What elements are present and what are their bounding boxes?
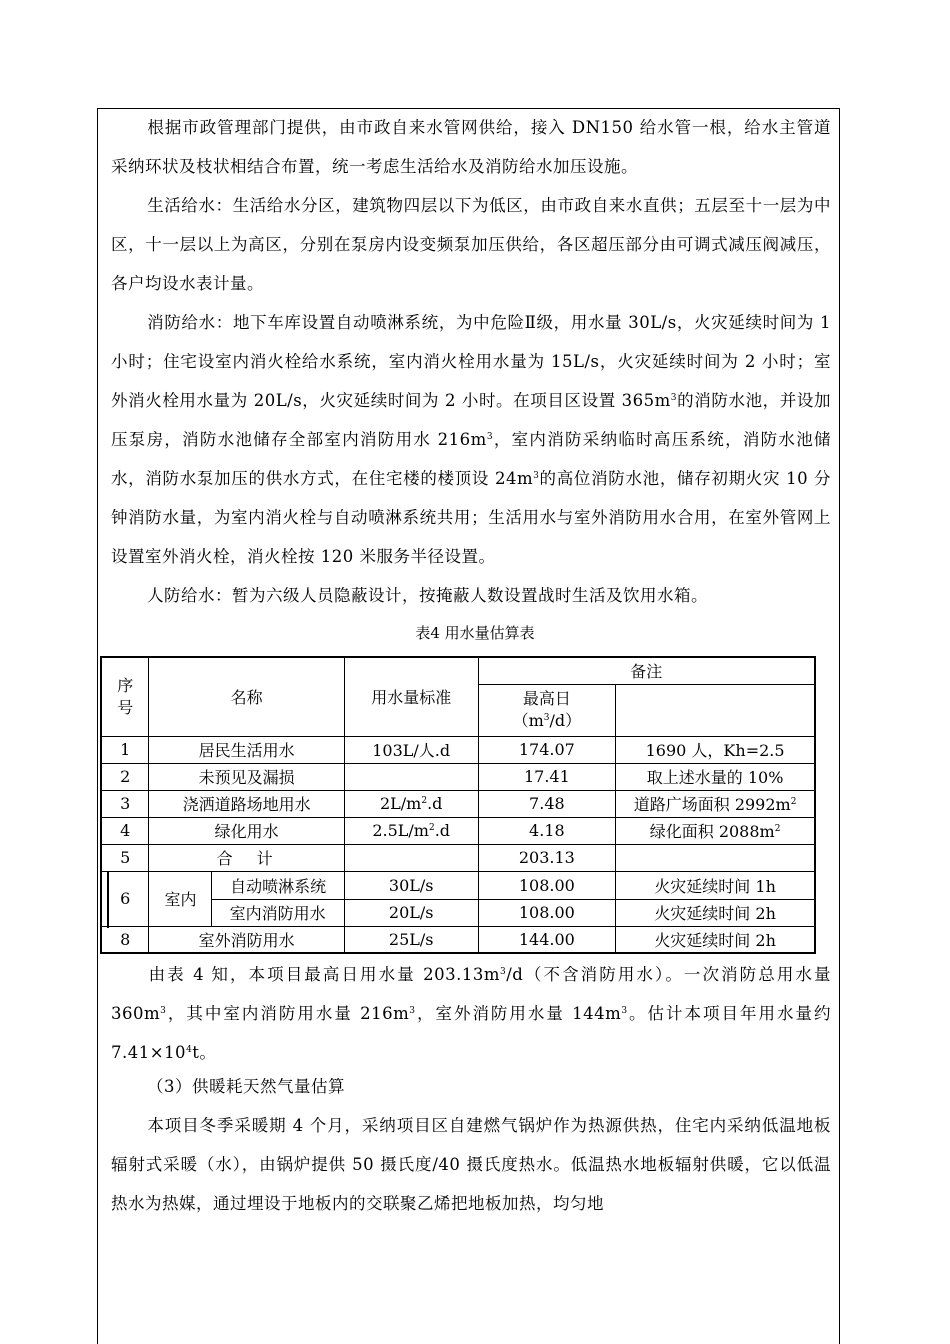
group-indoor: 室内 <box>149 872 212 926</box>
header-blank <box>616 684 815 736</box>
paragraph-civil-defense: 人防给水：暂为六级人员隐蔽设计，按掩蔽人数设置战时生活及饮用水箱。 <box>147 586 708 605</box>
table-row: 6 室内 自动喷淋系统 30L/s 108.00 火灾延续时间 1h <box>101 871 815 899</box>
header-name: 名称 <box>149 657 344 736</box>
table-row: 3 浇洒道路场地用水 $2L/m^2.d$ 7.48 道路广场面积 $2992m^2$ <box>101 790 815 817</box>
table-row: 8 室外消防用水 25L/s 144.00 火灾延续时间 2h <box>101 926 815 953</box>
paragraph-domestic-water: 生活给水：生活给水分区，建筑物四层以下为低区，由市政自来水直供；五层至十一层为中区，十一层以上为高区，分别在泵房内设变频泵加压供给，各区超压部分由可调式减压阀减压，各户均设水表计量。 <box>111 196 831 293</box>
water-estimate-table <box>100 656 816 954</box>
paragraph-fire-water: 消防给水：地下车库设置自动喷淋系统，为中危险Ⅱ级，用水量 30L/s，火灾延续时间为 1 小时；住宅设室内消火栓给水系统，室内消火栓用水量为 15L/s，火灾延续时间为 2 小时；室外消火栓用水量为 20L/s，火灾延续时间为 2 小时。在项目区设置 $365m^3$的消防水池，并设加压泵房，消防水池储存全部室内消防用水 $216m^3$，室内消防采纳临时高压系统，消防水池储水，消防水泵加压的供水方式，在住宅楼的楼顶设 $24m^3$的高位消防水池，储存初期火灾 10 分钟消防水量，为室内消火栓与自动喷淋系统共用；生活用水与室外消防用水合用，在室外管网上设置室外消火栓，消火栓按 120 米服务半径设置。 <box>111 313 832 566</box>
table-inner-bar <box>107 872 109 928</box>
header-note: 备注 <box>478 657 815 684</box>
table-row: 4 绿化用水 $2.5L/m^2.d$ 4.18 绿化面积 $2088m^2$ <box>101 817 815 844</box>
header-standard: 用水量标准 <box>344 657 478 736</box>
paragraph-water-summary: 由表 4 知，本项目最高日用水量 $203.13m^3/d$（不含消防用水）。一次消防总用水量 $360m^3$，其中室内消防用水量 $216m^3$，室外消防用水量 $144m^3$。估计本项目年用水量约 $7.41\times 10^4t$。 <box>111 965 832 1062</box>
header-max-day: 最高日 $(m^3/d)$ <box>478 684 616 736</box>
table-row: 1 居民生活用水 103L/人.d 174.07 1690 人，Kh=2.5 <box>101 736 815 763</box>
table-row-total: 5 合 计 203.13 <box>101 844 815 871</box>
table-row: 室内消防用水 20L/s 108.00 火灾延续时间 2h <box>101 899 815 926</box>
table-row: 2 未预见及漏损 17.41 取上述水量的 10% <box>101 763 815 790</box>
header-seq: 序号 <box>101 657 149 736</box>
section-heading-gas: （3）供暖耗天然气量估算 <box>147 1077 345 1096</box>
paragraph-water-source: 根据市政管理部门提供，由市政自来水管网供给，接入 DN150 给水管一根，给水主管道采纳环状及枝状相结合布置，统一考虑生活给水及消防给水加压设施。 <box>111 118 831 176</box>
paragraph-heating: 本项目冬季采暖期 4 个月，采纳项目区自建燃气锅炉作为热源供热，住宅内采纳低温地板辐射式采暖（水），由锅炉提供 50 摄氏度/40 摄氏度热水。低温热水地板辐射供暖，它以低温热水为热媒，通过埋设于地板内的交联聚乙烯把地板加热，均匀地 <box>111 1116 831 1213</box>
table-caption: 表4 用水量估算表 <box>415 624 535 642</box>
